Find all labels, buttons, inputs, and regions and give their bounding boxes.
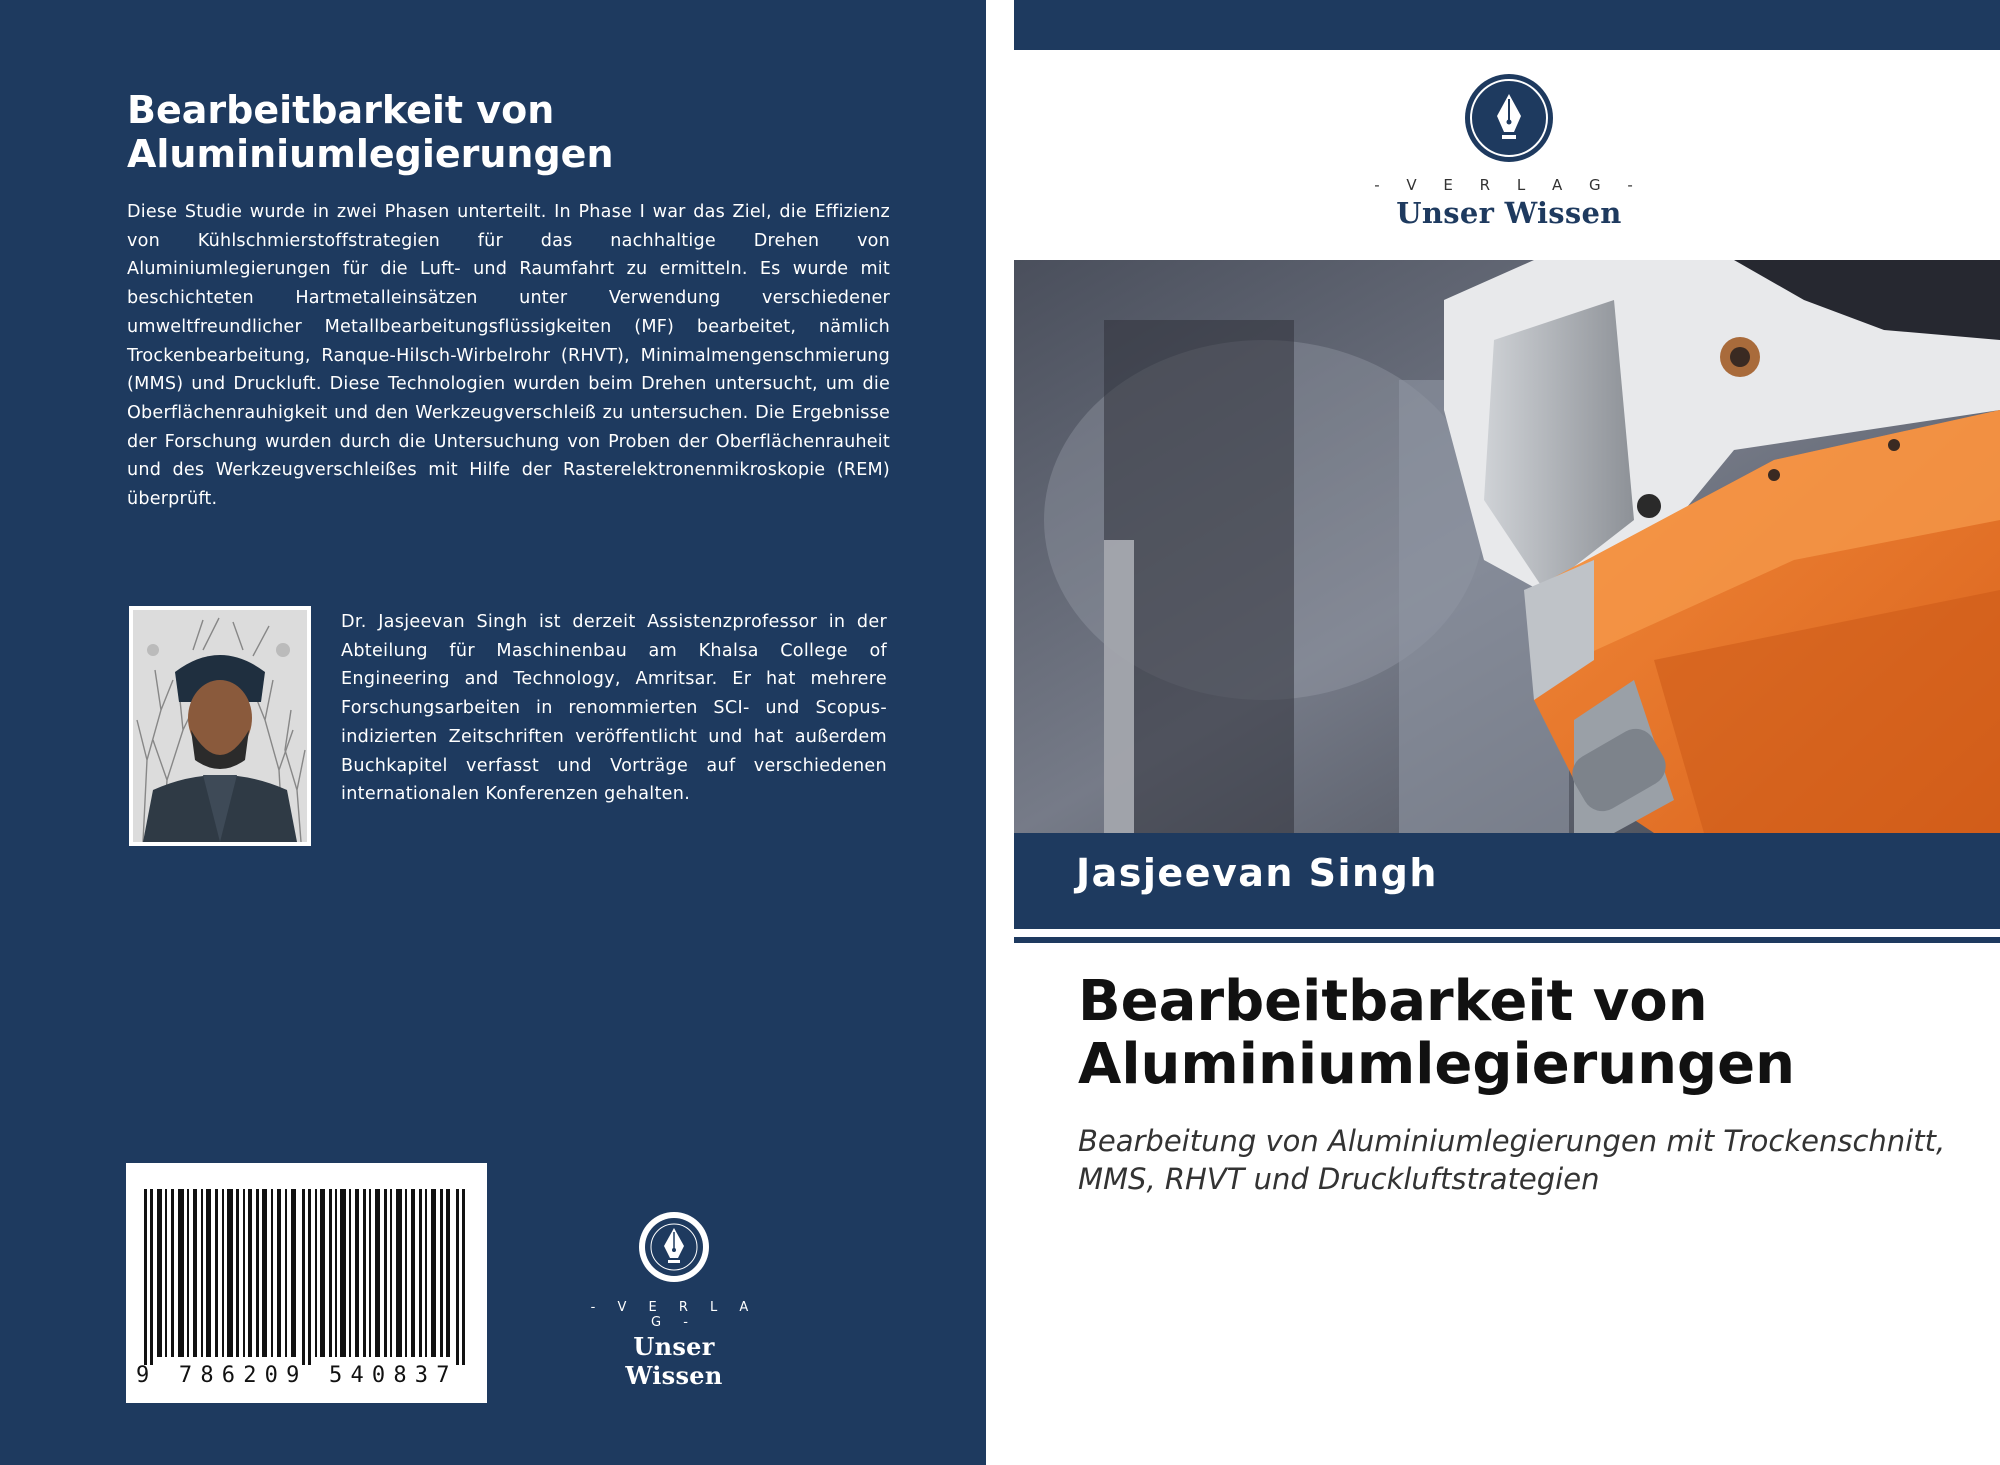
pen-nib-icon (1463, 72, 1555, 164)
isbn-number: 9 786209 540837 (136, 1363, 458, 1388)
front-cover (1014, 0, 2000, 1465)
cover-image (1014, 260, 2000, 833)
barcode (126, 1163, 487, 1403)
divider-rule (1014, 937, 2000, 943)
top-band (1014, 0, 2000, 50)
author-band (1014, 833, 2000, 929)
author-bio: Dr. Jasjeevan Singh ist derzeit Assistenzprofessor in der Abteilung für Maschinenbau am Khalsa College of Engineering and Technology, Amritsar. Er hat mehrere Forschungsarbeiten in renommierten SCI- und Scopus-indizierten Zeitschriften veröffentlicht und hat außerdem Buchkapitel verfasst und Vorträge auf verschiedenen internationalen Konferenzen gehalten. (341, 612, 887, 805)
publisher-logo-front (1369, 72, 1649, 230)
pen-nib-icon (637, 1210, 711, 1284)
publisher-verlag-label: - V E R L A G - (590, 1300, 758, 1330)
publisher-verlag-label: - V E R L A G - (1374, 176, 1644, 194)
back-cover-blurb: Diese Studie wurde in zwei Phasen unterteilt. In Phase I war das Ziel, die Effizienz von Kühlschmierstoffstrategien für das nachhaltige Drehen von Aluminiumlegierungen für die Luft- und Raumfahrt zu ermitteln. Es wurde mit beschichteten Hartmetalleinsätzen unter Verwendung verschiedener umweltfreundlicher Metallbearbeitungsflüssigkeiten (MF) bearbeitet, nämlich Trockenbearbeitung, Ranque-Hilsch-Wirbelrohr (RHVT), Minimalmengenschmierung (MMS) und Druckluft. Diese Technologien wurden beim Drehen untersucht, um die Oberflächenrauhigkeit und den Werkzeugverschleiß zu untersuchen. Die Ergebnisse der Forschung wurden durch die Untersuchung von Proben der Oberflächenrauheit und des Werkzeugverschleißes mit Hilfe der Rasterelektronenmikroskopie (REM) überprüft. (127, 202, 890, 510)
publisher-logo-back (588, 1210, 760, 1390)
author-name: Jasjeevan Singh (1076, 851, 1438, 895)
barcode-bars (144, 1189, 469, 1365)
back-cover (0, 0, 986, 1465)
author-photo (129, 606, 311, 846)
publisher-name: Unser Wissen (625, 1332, 723, 1390)
front-cover-subtitle: Bearbeitung von Aluminiumlegierungen mit Trockenschnitt, MMS, RHVT und Druckluftstrategien (1078, 1124, 1946, 1196)
spine (986, 0, 1014, 1465)
back-cover-title: Bearbeitbarkeit von Aluminiumlegierungen (127, 88, 614, 176)
publisher-name: Unser Wissen (1396, 196, 1622, 230)
front-cover-title: Bearbeitbarkeit von Aluminiumlegierungen (1078, 969, 1795, 1097)
